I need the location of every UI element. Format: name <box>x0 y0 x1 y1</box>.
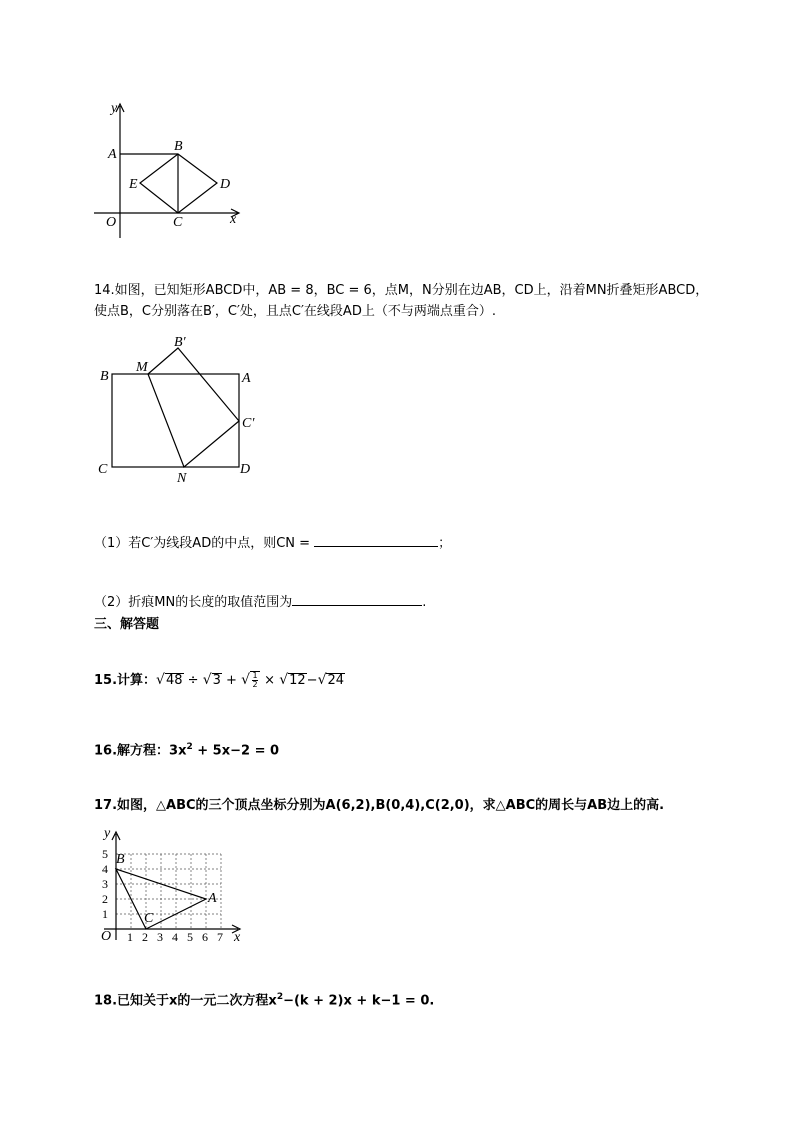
q16-prefix: 16.解方程： <box>94 743 170 759</box>
label-D: D <box>220 177 231 192</box>
rectangle-ABCD <box>112 374 239 467</box>
q14-part2 <box>94 591 426 613</box>
label-A: A <box>108 147 117 162</box>
label-A: A <box>242 371 251 386</box>
q15-fraction <box>252 672 258 689</box>
q15-radicand-48: 48 <box>165 673 183 688</box>
x-tick: 7 <box>217 930 223 944</box>
q15: 15.计算：√48 ÷ √3 + √ $\frac{1}{2}$ × √12−√24 <box>94 671 345 689</box>
y-tick: 2 <box>102 892 108 906</box>
q14-text-line2: 使点B，C分别落在B′，C′处，且点C′在线段AD上（不与两端点重合）. <box>94 304 496 319</box>
y-tick: 4 <box>102 862 108 876</box>
q16-exponent: 2 <box>186 742 193 752</box>
y-tick: 5 <box>102 847 108 861</box>
x-tick: 4 <box>172 930 178 944</box>
x-tick: 2 <box>142 930 148 944</box>
y-tick: 3 <box>102 877 108 891</box>
label-x: x <box>230 212 237 227</box>
q14-part1-answer-blank[interactable] <box>314 532 438 547</box>
q16-eq-b: + 5x−2 = 0 <box>192 743 280 759</box>
label-C: C <box>98 462 108 477</box>
label-B: B <box>116 852 125 867</box>
x-tick-labels <box>127 930 223 944</box>
label-Cprime: C′ <box>242 416 255 431</box>
y-tick: 1 <box>102 907 108 921</box>
q16-eq-a: 3x <box>169 743 187 759</box>
q14-text-line1: 14.如图，已知矩形ABCD中，AB = 8，BC = 6，点M，N分别在边AB，CD上，沿着MN折叠矩形ABCD， <box>94 283 709 298</box>
label-M: M <box>136 360 148 375</box>
q15-radicand-24: 24 <box>327 673 345 688</box>
label-y: y <box>111 101 118 116</box>
q15-op-minus: − <box>306 673 318 688</box>
folded-quad <box>148 348 239 467</box>
label-x: x <box>234 930 241 944</box>
figure-coordinate-rhombus <box>90 98 250 243</box>
q18-suffix: −(k + 2)x + k−1 = 0. <box>283 993 435 1009</box>
x-tick: 5 <box>187 930 193 944</box>
q14-part1 <box>94 532 451 554</box>
label-A: A <box>208 891 217 906</box>
label-D: D <box>240 462 251 477</box>
q18-prefix: 18.已知关于x的一元二次方程x <box>94 993 277 1009</box>
q15-op-divide: ÷ <box>187 673 199 688</box>
q15-radicand-12: 12 <box>289 673 306 688</box>
label-E: E <box>129 177 138 192</box>
q14-part2-answer-blank[interactable] <box>292 591 422 606</box>
q14-part2-suffix: . <box>422 595 427 610</box>
q14-part1-prefix: （1）若C′为线段AD的中点，则CN = <box>94 536 315 551</box>
section-title: 三、解答题 <box>94 617 160 632</box>
label-N: N <box>177 471 187 486</box>
q18-exponent: 2 <box>276 992 284 1002</box>
q14-part2-prefix: （2）折痕MN的长度的取值范围为 <box>94 595 293 610</box>
x-tick: 3 <box>157 930 163 944</box>
q16 <box>94 737 279 761</box>
q18 <box>94 987 434 1011</box>
y-tick-labels <box>102 847 108 921</box>
label-C: C <box>144 911 154 926</box>
figure-folded-rectangle <box>90 330 270 490</box>
label-B: B <box>174 139 183 154</box>
label-B: B <box>100 369 109 384</box>
label-Bprime: B′ <box>174 335 186 350</box>
label-O: O <box>106 215 117 230</box>
q15-prefix: 15.计算： <box>94 673 157 688</box>
q17-text: 17.如图，△ABC的三个顶点坐标分别为A(6,2),B(0,4),C(2,0)，求△ABC的周长与AB边上的高. <box>94 798 665 813</box>
label-y: y <box>104 826 111 841</box>
label-O: O <box>101 929 112 944</box>
x-tick: 1 <box>127 930 133 944</box>
q15-op-times: × <box>264 673 276 688</box>
q15-frac-num: 1 <box>252 671 258 680</box>
x-tick: 6 <box>202 930 208 944</box>
q15-radicand-3: 3 <box>212 673 221 688</box>
figure-triangle-grid <box>90 822 250 944</box>
q15-frac-den: 2 <box>252 680 258 689</box>
q14-part1-suffix: ； <box>438 536 452 551</box>
label-C: C <box>173 215 183 230</box>
q15-op-plus: + <box>226 673 237 688</box>
